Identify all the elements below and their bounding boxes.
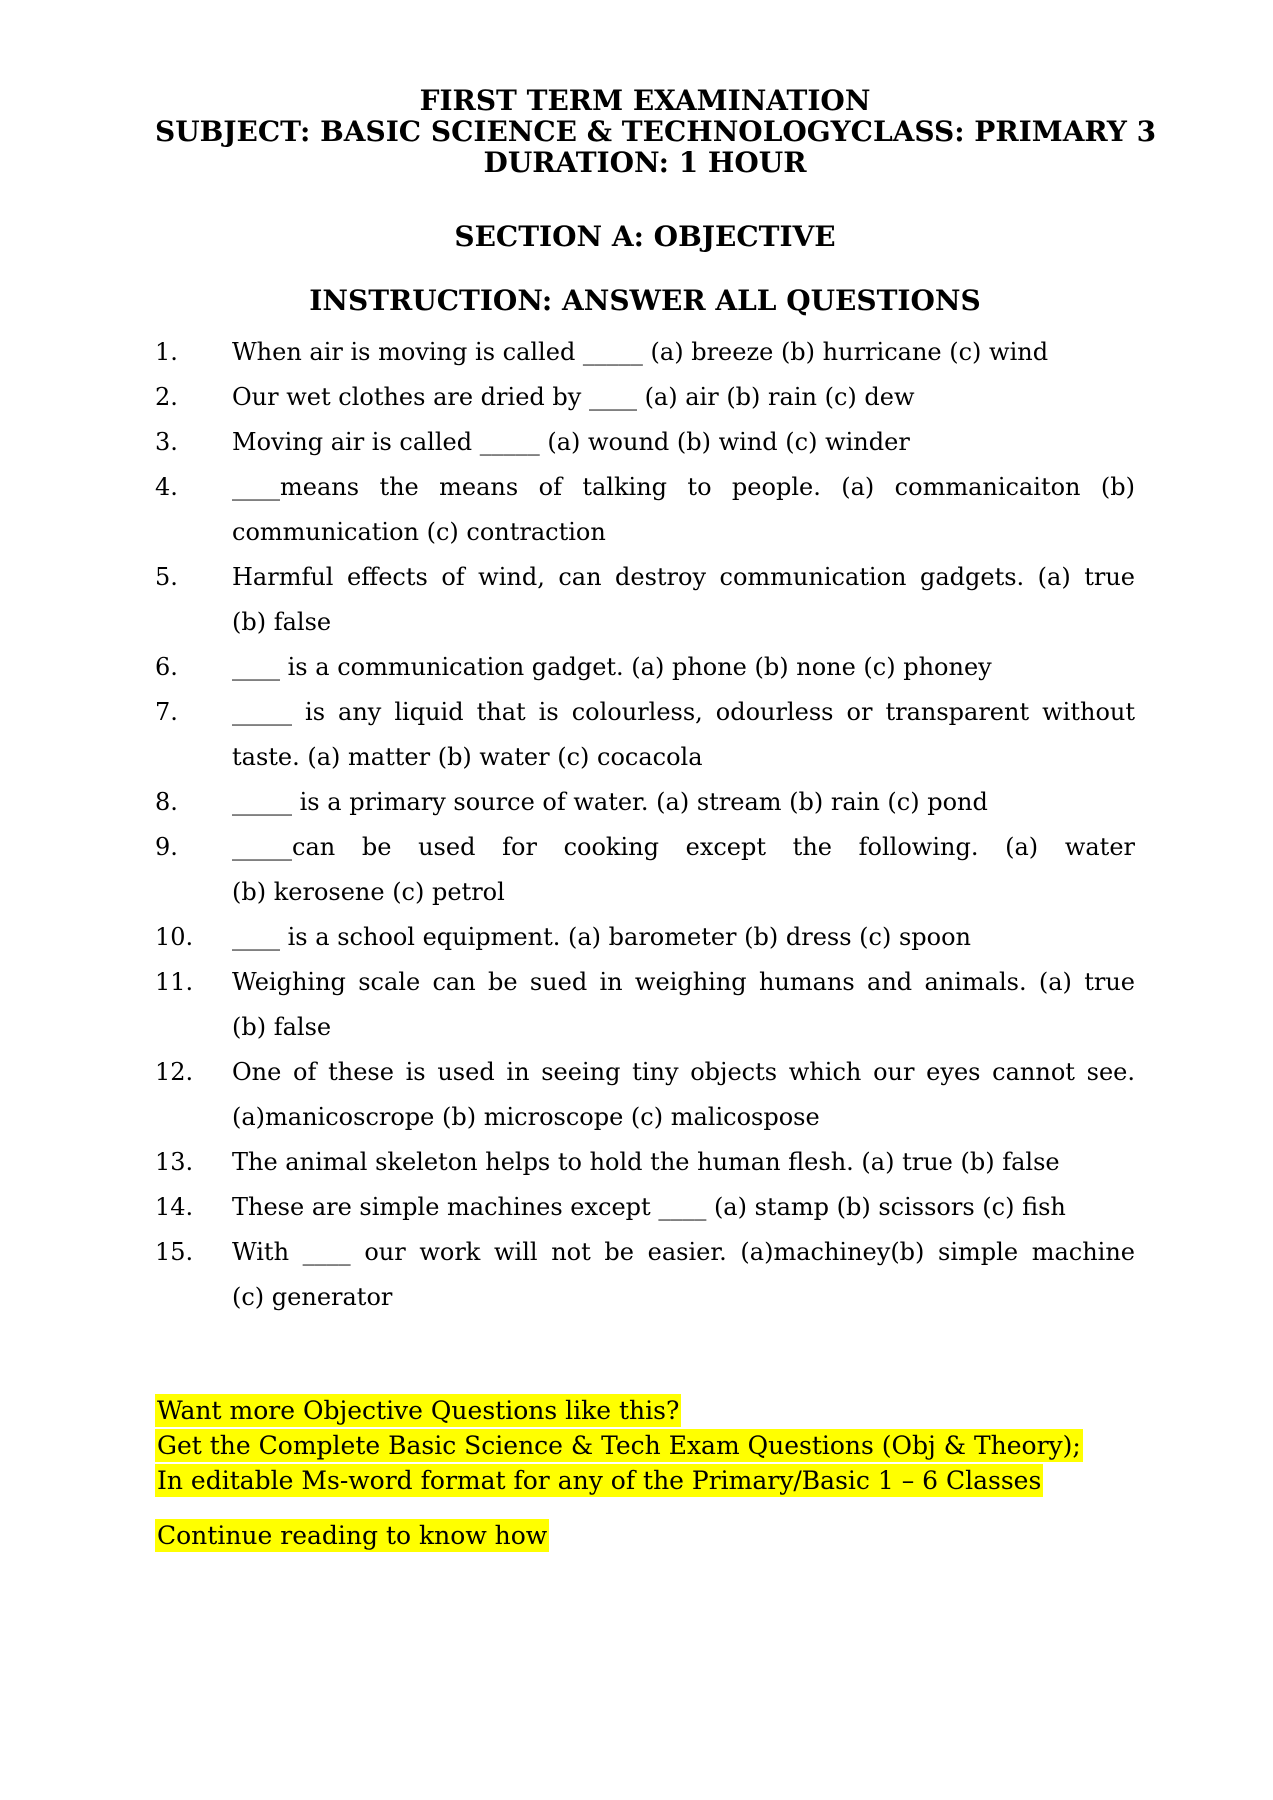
instruction-line: INSTRUCTION: ANSWER ALL QUESTIONS bbox=[309, 284, 981, 317]
question-line: _____ is any liquid that is colourless, odourless or transparent without bbox=[232, 698, 1135, 726]
promo-line-text: Get the Complete Basic Science & Tech Exam Questions (Obj & Theory); bbox=[157, 1431, 1081, 1460]
duration-label: DURATION: 1 HOUR bbox=[483, 146, 807, 179]
question-row bbox=[155, 465, 1135, 555]
question-row bbox=[155, 375, 1135, 420]
question-line: ____ is a school equipment. (a) barometer (b) dress (c) spoon bbox=[232, 923, 972, 951]
question-row bbox=[155, 780, 1135, 825]
question-number: 2. bbox=[155, 383, 178, 411]
subject-label: SUBJECT: BASIC SCIENCE & TECHNOLOGY bbox=[155, 115, 851, 148]
question-line: The animal skeleton helps to hold the human flesh. (a) true (b) false bbox=[232, 1148, 1060, 1176]
question-text bbox=[232, 1185, 1135, 1230]
promo-line-text: Want more Objective Questions like this? bbox=[157, 1396, 680, 1425]
question-line: (a)manicoscrope (b) microscope (c) malicospose bbox=[232, 1103, 820, 1131]
question-number: 4. bbox=[155, 473, 178, 501]
question-number: 11. bbox=[155, 968, 194, 996]
question-text bbox=[232, 780, 1135, 825]
question-row bbox=[155, 960, 1135, 1050]
question-row bbox=[155, 1185, 1135, 1230]
promo-line bbox=[155, 1428, 1135, 1463]
question-line: ____means the means of talking to people. (a) commanicaiton (b) bbox=[232, 473, 1135, 501]
question-line: taste. (a) matter (b) water (c) cocacola bbox=[232, 743, 703, 771]
question-row bbox=[155, 330, 1135, 375]
question-number: 10. bbox=[155, 923, 194, 951]
question-text bbox=[232, 420, 1135, 465]
question-line: _____can be used for cooking except the following. (a) water bbox=[232, 833, 1135, 861]
exam-title: FIRST TERM EXAMINATION bbox=[419, 84, 871, 117]
question-text bbox=[232, 1230, 1135, 1320]
question-row bbox=[155, 915, 1135, 960]
question-line: (b) false bbox=[232, 1013, 332, 1041]
question-line: With ____ our work will not be easier. (a)machiney(b) simple machine bbox=[232, 1238, 1135, 1266]
question-text bbox=[232, 825, 1135, 915]
question-line: communication (c) contraction bbox=[232, 518, 606, 546]
question-text bbox=[232, 690, 1135, 780]
questions-list bbox=[155, 330, 1135, 1320]
question-number: 13. bbox=[155, 1148, 194, 1176]
question-number: 9. bbox=[155, 833, 178, 861]
question-row bbox=[155, 1140, 1135, 1185]
question-line: (c) generator bbox=[232, 1283, 393, 1311]
question-line: ____ is a communication gadget. (a) phone (b) none (c) phoney bbox=[232, 653, 992, 681]
question-text bbox=[232, 555, 1135, 645]
question-number: 3. bbox=[155, 428, 178, 456]
question-text bbox=[232, 1050, 1135, 1140]
question-line: Moving air is called _____ (a) wound (b) wind (c) winder bbox=[232, 428, 910, 456]
question-text bbox=[232, 330, 1135, 375]
question-row bbox=[155, 645, 1135, 690]
question-row bbox=[155, 555, 1135, 645]
question-text bbox=[232, 645, 1135, 690]
promo-cta-text: Continue reading to know how bbox=[157, 1521, 548, 1550]
question-number: 1. bbox=[155, 338, 178, 366]
question-number: 15. bbox=[155, 1238, 194, 1266]
section-title: SECTION A: OBJECTIVE bbox=[454, 220, 836, 253]
subject-class-row bbox=[155, 115, 1157, 148]
promo-line-text: In editable Ms-word format for any of the Primary/Basic 1 – 6 Classes bbox=[157, 1466, 1042, 1495]
question-number: 5. bbox=[155, 563, 178, 591]
question-row bbox=[155, 825, 1135, 915]
question-number: 12. bbox=[155, 1058, 194, 1086]
question-line: These are simple machines except ____ (a) stamp (b) scissors (c) fish bbox=[232, 1193, 1066, 1221]
question-number: 14. bbox=[155, 1193, 194, 1221]
question-text bbox=[232, 465, 1135, 555]
question-line: When air is moving is called _____ (a) breeze (b) hurricane (c) wind bbox=[232, 338, 1049, 366]
question-line: Weighing scale can be sued in weighing humans and animals. (a) true bbox=[232, 968, 1135, 996]
question-text bbox=[232, 1140, 1135, 1185]
question-row bbox=[155, 1050, 1135, 1140]
question-number: 6. bbox=[155, 653, 178, 681]
class-label: CLASS: PRIMARY 3 bbox=[850, 115, 1157, 148]
question-row bbox=[155, 690, 1135, 780]
promo-line bbox=[155, 1463, 1135, 1498]
question-line: Harmful effects of wind, can destroy communication gadgets. (a) true bbox=[232, 563, 1135, 591]
promo-line bbox=[155, 1393, 1135, 1428]
question-text bbox=[232, 915, 1135, 960]
question-row bbox=[155, 420, 1135, 465]
promo-cta bbox=[155, 1518, 1135, 1553]
question-line: Our wet clothes are dried by ____ (a) air (b) rain (c) dew bbox=[232, 383, 915, 411]
question-line: One of these is used in seeing tiny objects which our eyes cannot see. bbox=[232, 1058, 1135, 1086]
exam-header bbox=[155, 84, 1157, 179]
question-row bbox=[155, 1230, 1135, 1320]
question-number: 8. bbox=[155, 788, 178, 816]
question-line: (b) false bbox=[232, 608, 332, 636]
question-line: (b) kerosene (c) petrol bbox=[232, 878, 505, 906]
promo-section bbox=[155, 1393, 1135, 1498]
question-number: 7. bbox=[155, 698, 178, 726]
question-text bbox=[232, 960, 1135, 1050]
question-line: _____ is a primary source of water. (a) stream (b) rain (c) pond bbox=[232, 788, 988, 816]
question-text bbox=[232, 375, 1135, 420]
